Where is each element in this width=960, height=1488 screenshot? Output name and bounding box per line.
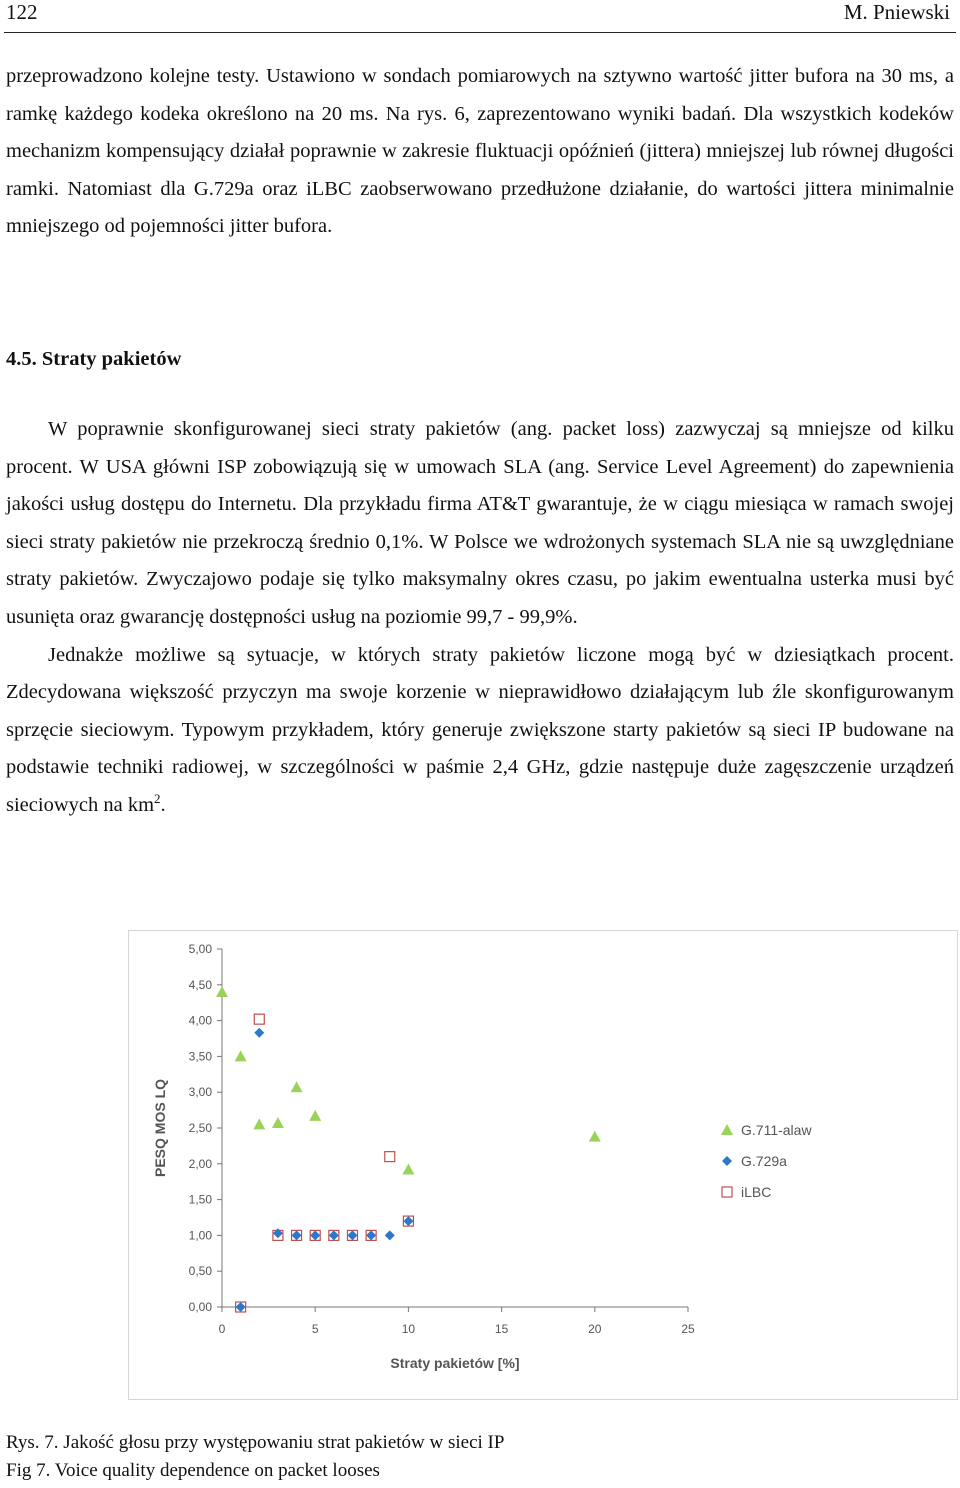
data-point-triangle	[402, 1164, 414, 1175]
data-point-triangle	[309, 1110, 321, 1121]
data-point-triangle	[589, 1131, 601, 1142]
data-point-triangle	[291, 1081, 303, 1092]
y-axis-label: PESQ MOS LQ	[152, 1078, 168, 1178]
legend-label: G.711-alaw	[741, 1122, 812, 1138]
paragraph-3-superscript: 2	[154, 791, 161, 807]
legend-marker-diamond	[722, 1156, 732, 1166]
paragraph-3-text: Jednakże możliwe są sytuacje, w których straty pakietów liczone mogą być w dziesiątkach procent. Zdecydowana większość przyczyn ma swoje korzenie w nieprawidłowo działającym lub źle skonfigurowanym sprzęcie sieciowym. Typowym przykładem, który generuje zwiększone starty pakietów są sieci IP budowane na podstawie techniki radiowej, w szczególności w paśmie 2,4 GHz, gdzie następuje duże zagęszczenie urządzeń sieciowych na km	[6, 643, 954, 816]
data-point-diamond	[310, 1230, 320, 1240]
data-point-square	[254, 1014, 264, 1024]
y-tick-label: 1,50	[188, 1192, 212, 1207]
y-tick-label: 2,50	[188, 1121, 212, 1135]
caption-english: Fig 7. Voice quality dependence on packet looses	[6, 1460, 380, 1481]
caption-polish: Rys. 7. Jakość głosu przy występowaniu strat pakietów w sieci IP	[6, 1432, 505, 1453]
scatter-chart	[129, 931, 957, 1399]
data-point-diamond	[236, 1302, 246, 1312]
data-point-diamond	[403, 1216, 413, 1226]
legend-label: G.729a	[741, 1153, 787, 1169]
paragraph-3-end: .	[160, 793, 166, 816]
data-point-triangle	[253, 1118, 265, 1129]
paragraph-2: W poprawnie skonfigurowanej sieci straty pakietów (ang. packet loss) zazwyczaj są mniejsze od kilku procent. W USA główni ISP zobowiązują się w umowach SLA (ang. Service Level Agreement) do zapewnienia jakości usług dostępu do Internetu. Dla przykładu firma AT&T gwarantuje, że w ciągu miesiąca w ramach swojej sieci straty pakietów nie przekroczą średnio 0,1%. W Polsce we wdrożonych systemach SLA nie są uwzględniane straty pakietów. Zwyczajowo podaje się tylko maksymalny okres czasu, po jakim ewentualna usterka musi być usunięta oraz gwarancję dostępności usług na poziomie 99,7 - 99,9%.	[6, 418, 954, 628]
data-point-triangle	[235, 1050, 247, 1061]
x-tick-label: 10	[401, 1322, 416, 1336]
running-author: M. Pniewski	[843, 0, 950, 24]
figure-chart	[128, 930, 958, 1400]
data-point-diamond	[273, 1228, 283, 1238]
data-point-diamond	[366, 1230, 376, 1240]
page-header	[0, 0, 960, 30]
x-axis-label: Straty pakietów [%]	[390, 1355, 520, 1371]
x-tick-label: 0	[218, 1322, 226, 1336]
data-point-diamond	[385, 1230, 395, 1240]
paragraph-2-block	[6, 411, 954, 825]
y-tick-label: 4,00	[188, 1013, 212, 1028]
legend-label: iLBC	[741, 1184, 772, 1200]
x-tick-label: 15	[494, 1322, 509, 1336]
data-point-triangle	[216, 986, 228, 997]
y-tick-label: 0,50	[188, 1264, 212, 1279]
y-tick-label: 5,00	[188, 942, 212, 956]
legend-marker-triangle	[721, 1124, 733, 1135]
paragraph-1-block	[6, 58, 954, 246]
y-tick-label: 0,00	[188, 1300, 212, 1314]
legend-marker-square	[722, 1187, 732, 1197]
paragraph-1: przeprowadzono kolejne testy. Ustawiono w sondach pomiarowych na sztywno wartość jitter bufora na 30 ms, a ramkę każdego kodeka określono na 20 ms. Na rys. 6, zaprezentowano wyniki badań. Dla wszystkich kodeków mechanizm kompensujący działał poprawnie w zakresie fluktuacji opóźnień (jittera) mniejszej lub równej długości ramki. Natomiast dla G.729a oraz iLBC zaobserwowano przedłużone działanie, do wartości jittera minimalnie mniejszego od pojemności jitter bufora.	[6, 65, 954, 238]
data-point-diamond	[347, 1230, 357, 1240]
page-number: 122	[6, 0, 38, 24]
section-heading: 4.5. Straty pakietów	[6, 348, 182, 370]
y-tick-label: 3,50	[188, 1049, 212, 1064]
y-tick-label: 2,00	[188, 1156, 212, 1171]
data-point-triangle	[272, 1117, 284, 1128]
y-tick-label: 1,00	[188, 1228, 212, 1243]
data-point-diamond	[292, 1230, 302, 1240]
paragraph-3	[6, 637, 954, 825]
y-tick-label: 4,50	[188, 977, 212, 992]
data-point-square	[385, 1152, 395, 1162]
data-point-diamond	[329, 1230, 339, 1240]
y-tick-label: 3,00	[188, 1085, 212, 1100]
x-tick-label: 20	[588, 1322, 602, 1336]
data-point-diamond	[254, 1028, 264, 1038]
header-rule	[4, 32, 956, 33]
x-tick-label: 5	[311, 1322, 319, 1336]
x-tick-label: 25	[681, 1322, 695, 1336]
